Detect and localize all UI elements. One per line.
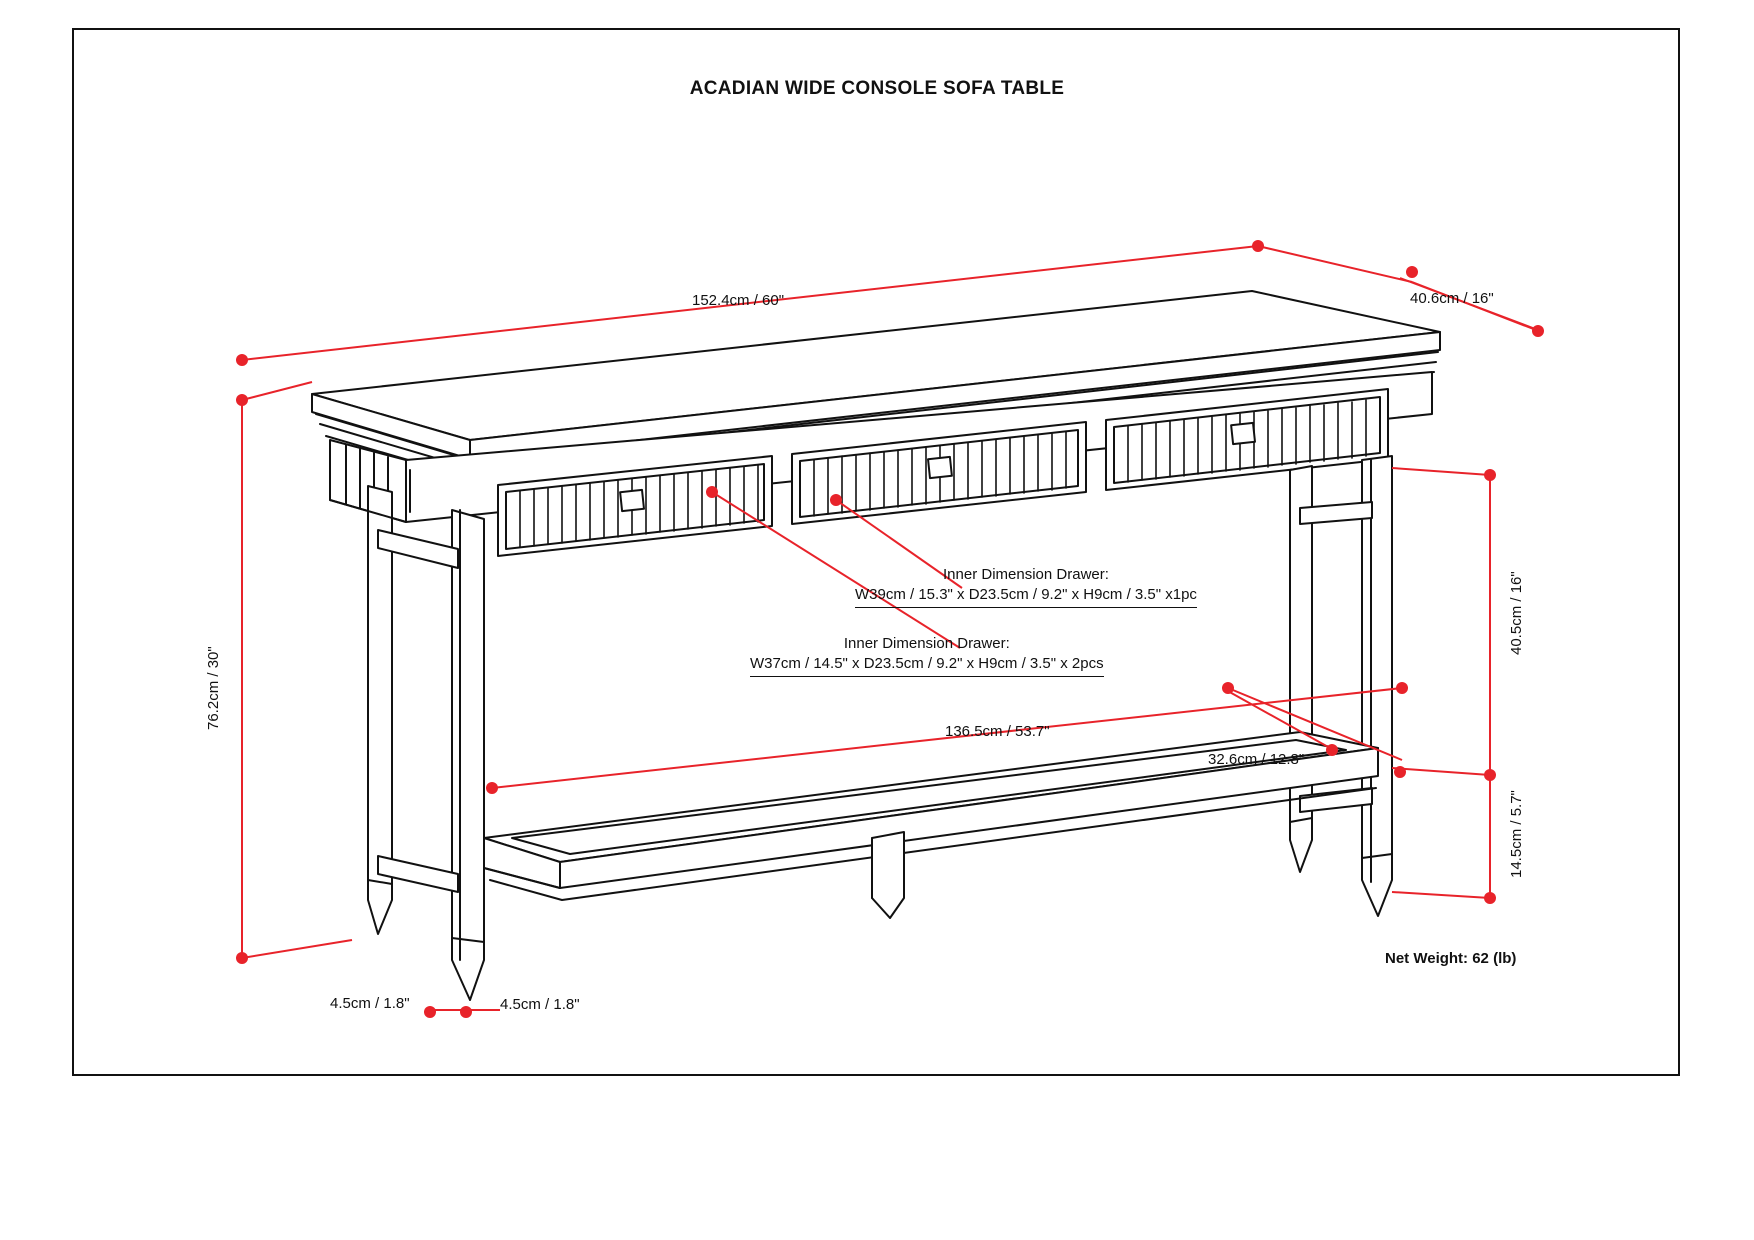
dim-leg-width-right: 4.5cm / 1.8" — [500, 996, 580, 1013]
dim-shelf-depth: 32.6cm / 12.8" — [1208, 751, 1305, 768]
page-title: ACADIAN WIDE CONSOLE SOFA TABLE — [689, 78, 1065, 99]
dim-shelf-height: 14.5cm / 5.7" — [1508, 790, 1525, 878]
dim-depth-top: 40.6cm / 16" — [1410, 290, 1494, 307]
dim-leg-width-left: 4.5cm / 1.8" — [330, 995, 410, 1012]
dim-shelf-width: 136.5cm / 53.7" — [945, 723, 1050, 740]
callout-drawer-center — [855, 565, 1197, 608]
callout-drawer-side-line2: W37cm / 14.5" x D23.5cm / 9.2" x H9cm / 3.5" x 2pcs — [750, 655, 1104, 673]
callout-drawer-center-line2: W39cm / 15.3" x D23.5cm / 9.2" x H9cm / 3.5" x1pc — [855, 586, 1197, 604]
dim-height-total: 76.2cm / 30" — [205, 646, 222, 730]
dim-height-under-top: 40.5cm / 16" — [1508, 571, 1525, 655]
callout-drawer-side — [750, 634, 1104, 677]
dim-width-top: 152.4cm / 60" — [692, 292, 785, 309]
callout-drawer-side-line1: Inner Dimension Drawer: — [843, 635, 1010, 652]
callout-drawer-center-line1: Inner Dimension Drawer: — [943, 566, 1109, 583]
net-weight-label: Net Weight: 62 (lb) — [1385, 950, 1517, 967]
